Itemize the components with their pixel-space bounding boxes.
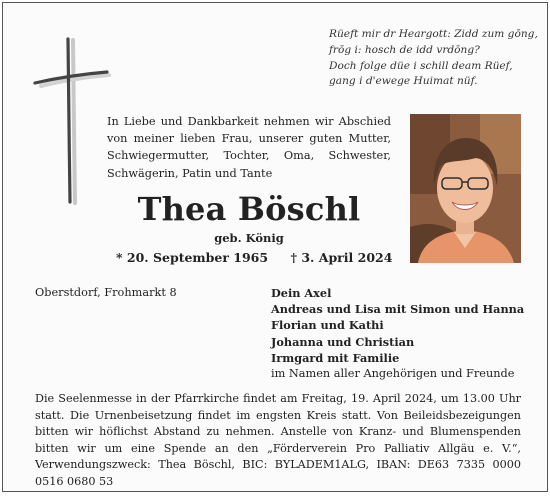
birth-date: * 20. September 1965 bbox=[116, 250, 269, 265]
poem-line: Doch folge düe i schill deam Rüef, bbox=[329, 59, 513, 72]
life-dates bbox=[107, 249, 391, 267]
portrait-image bbox=[410, 114, 521, 263]
deceased-name: Thea Böschl bbox=[137, 190, 361, 228]
poem-line: frōg i: hosch de idd vrdōng? bbox=[329, 43, 480, 56]
mourner-line: Dein Axel bbox=[271, 286, 332, 300]
death-date: † 3. April 2024 bbox=[290, 250, 393, 265]
maiden-name: geb. König bbox=[214, 231, 284, 245]
obituary-notice bbox=[2, 2, 548, 492]
intro-text: In Liebe und Dankbarkeit nehmen wir Abschied von meiner lieben Frau, unserer guten Mutter, Schwiegermutter, Tochter, Oma, Schwester, Schwägerin, Patin und Tante bbox=[107, 115, 391, 180]
mourner-line: Irmgard mit Familie bbox=[271, 350, 400, 365]
closing-text: Die Seelenmesse in der Pfarrkirche findet am Freitag, 19. April 2024, um 13.00 Uhr statt. Die Urnenbeisetzung findet im engsten Kreis statt. Von Beileidsbezeigungen bitten wir höflichst Abstand zu nehmen. Anstelle von Kranz- und Blumenspenden bitten wir um eine Spende an den „Förderverein Pro Palliativ Allgäu e. V.“, Verwendungszweck: Thea Böschl, BIC: BYLADEM1ALG, IBAN: DE63 7335 0000 0516 0680 53 bbox=[35, 392, 521, 488]
mourners-list bbox=[271, 285, 531, 382]
poem bbox=[329, 27, 539, 90]
address: Oberstdorf, Frohmarkt 8 bbox=[35, 286, 177, 299]
poem-line: gang i d'ewege Huimat nüf. bbox=[329, 75, 478, 88]
portrait-photo bbox=[410, 114, 521, 263]
cross-shadow bbox=[73, 40, 75, 203]
mourner-line: Florian und Kathi bbox=[271, 318, 384, 333]
cross-vertical bbox=[68, 39, 70, 202]
cross-icon bbox=[31, 37, 111, 207]
mourner-line: Johanna und Christian bbox=[271, 334, 415, 349]
poem-line: Rüeft mir dr Heargott: Zidd zum gōng, bbox=[329, 28, 538, 40]
mourner-line: im Namen aller Angehörigen und Freunde bbox=[271, 367, 515, 381]
mourner-line: Andreas und Lisa mit Simon und Hanna bbox=[271, 302, 525, 317]
